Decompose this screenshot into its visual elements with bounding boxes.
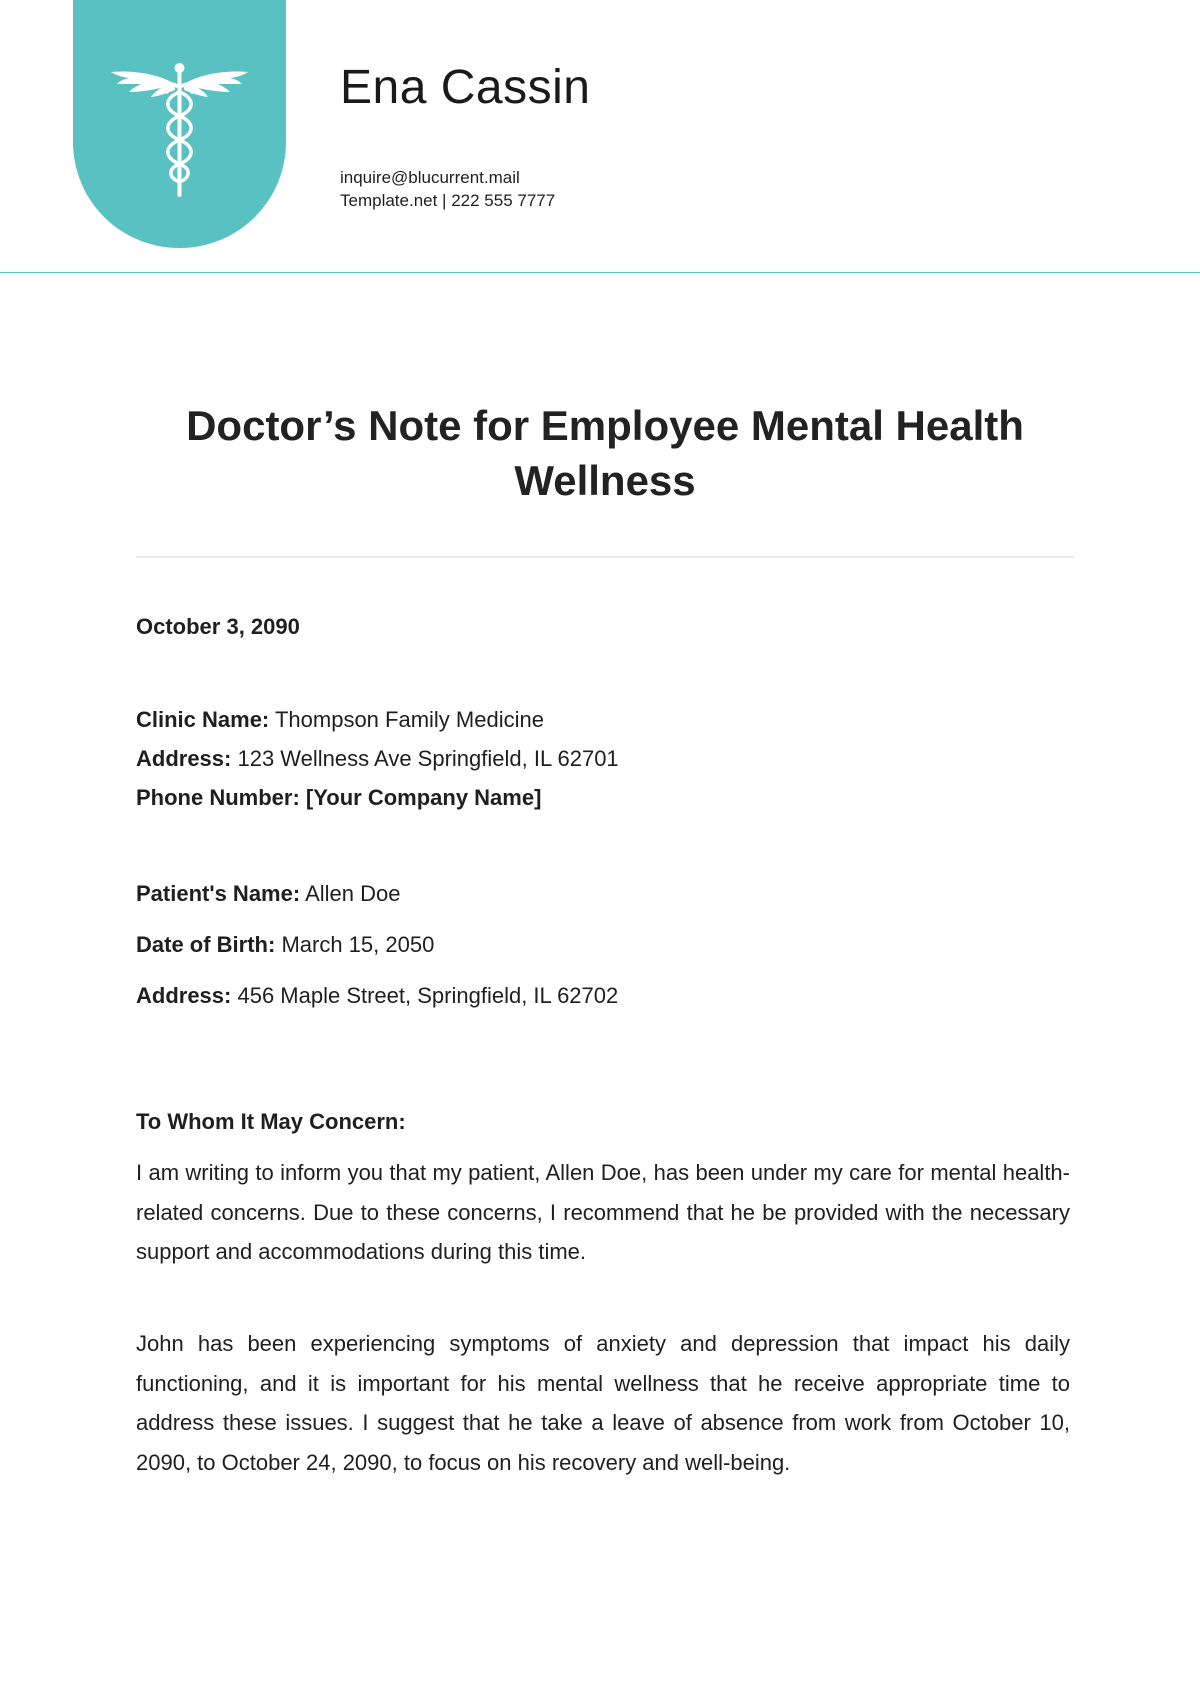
contact-info [340,166,555,212]
body-paragraph: I am writing to inform you that my patient, Allen Doe, has been under my care for mental health-related concerns. Due to these concerns, I recommend that he be provided with the necessary support and accommodations during this time. [136,1160,1070,1264]
clinic-name-value: Thompson Family Medicine [269,707,544,732]
clinic-name-label: Clinic Name: [136,707,270,732]
note-date: October 3, 2090 [136,614,300,639]
patient-name-row [136,868,1070,919]
clinic-address-label: Address: [136,746,232,771]
clinic-info [136,700,1070,817]
document-title: Doctor’s Note for Employee Mental Health Wellness [186,402,1024,504]
contact-website-phone: Template.net | 222 555 7777 [340,191,556,210]
caduceus-icon [111,62,248,197]
patient-info [136,868,1070,1021]
clinic-name-row [136,700,1070,739]
patient-name-label: Patient's Name: [136,881,301,906]
clinic-address-row [136,739,1070,778]
patient-dob-label: Date of Birth: [136,932,276,957]
brand-name: Ena Cassin [340,61,591,114]
patient-address-label: Address: [136,983,232,1008]
contact-email: inquire@blucurrent.mail [340,168,520,187]
salutation: To Whom It May Concern: [136,1109,406,1134]
title-divider [136,556,1074,558]
patient-dob-value: March 15, 2050 [275,932,435,957]
clinic-phone-label: Phone Number: [Your Company Name] [136,785,542,810]
patient-name-value: Allen Doe [300,881,401,906]
body-paragraph: John has been experiencing symptoms of anxiety and depression that impact his daily functioning, and it is important for his mental wellness that he receive appropriate time to address these issues. I suggest that he take a leave of absence from work from October 10, 2090, to October 24, 2090, to focus on his recovery and well-being. [136,1331,1070,1475]
header-divider [0,272,1200,273]
patient-dob-row [136,919,1070,970]
clinic-address-value: 123 Wellness Ave Springfield, IL 62701 [231,746,619,771]
logo-badge [73,0,286,248]
patient-address-value: 456 Maple Street, Springfield, IL 62702 [231,983,619,1008]
patient-address-row [136,970,1070,1021]
clinic-phone-row [136,778,1070,817]
